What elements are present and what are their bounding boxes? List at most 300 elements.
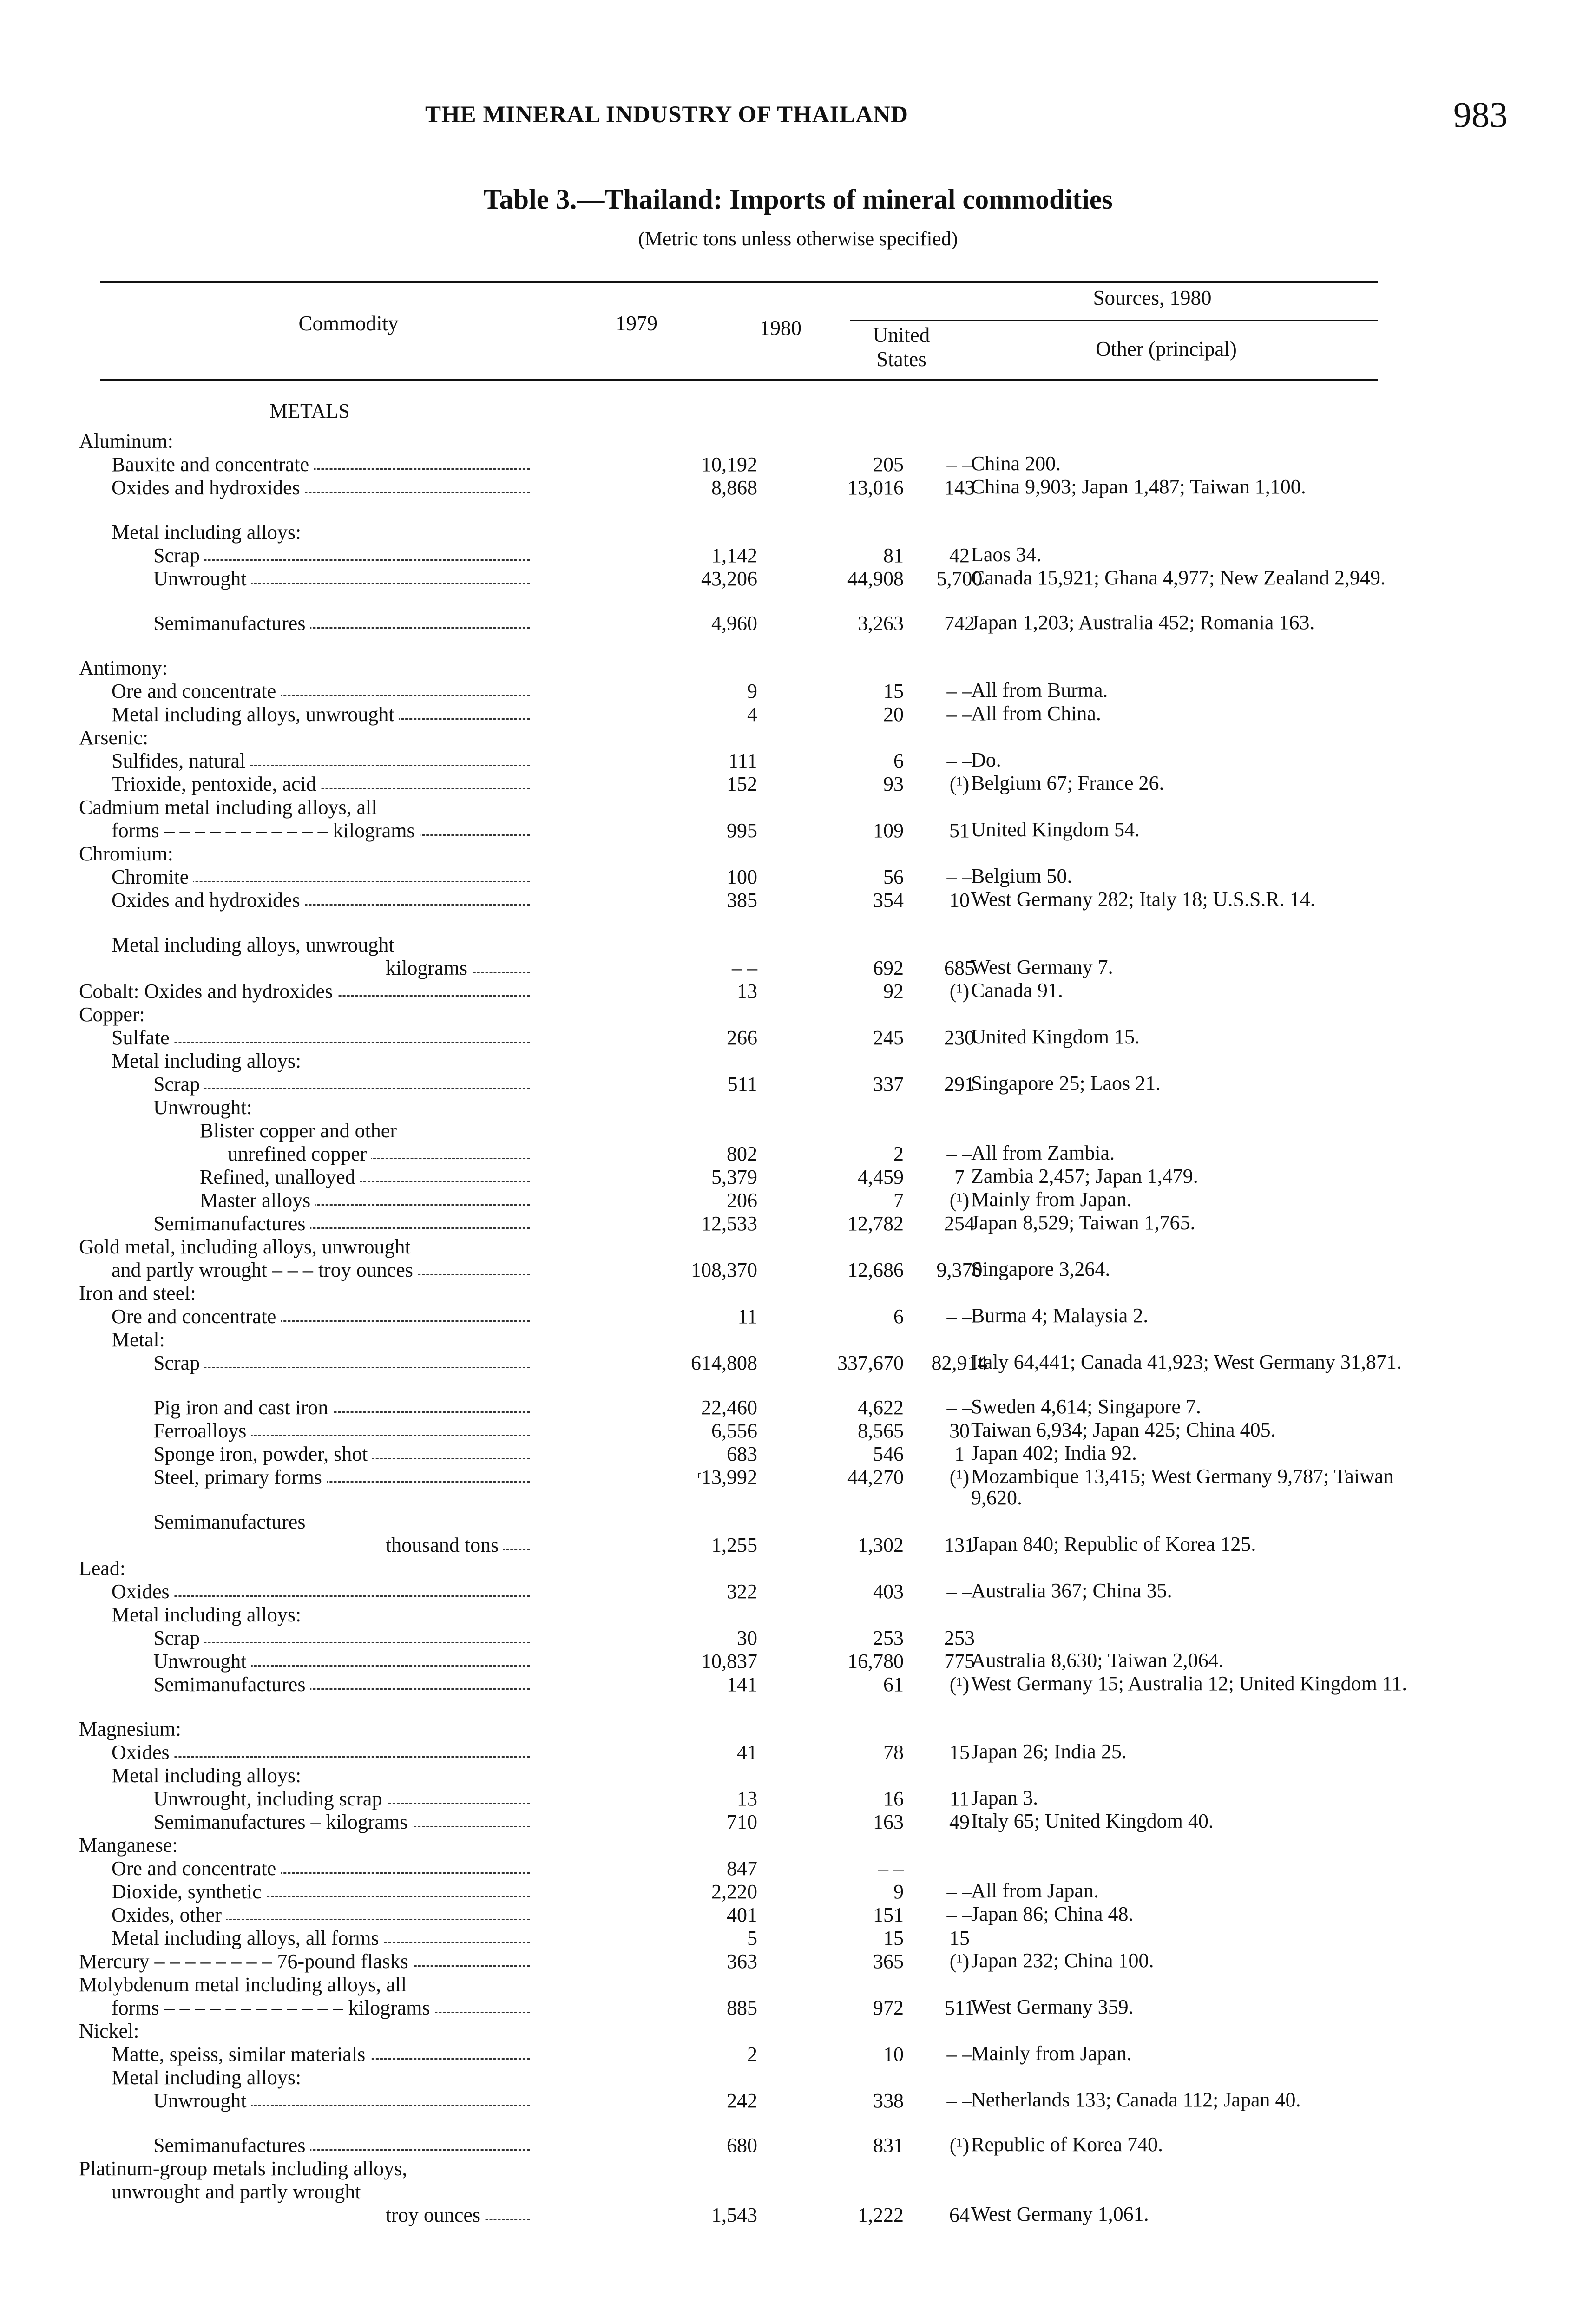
value-1979: 6,556: [711, 1419, 757, 1442]
commodity-label: Ore and concentrate: [112, 1857, 530, 1880]
value-other-sources: Italy 65; United Kingdom 40.: [971, 1810, 1214, 1832]
value-other-sources: West Germany 15; Australia 12; United Kingdom 11.: [971, 1672, 1407, 1695]
value-1980: 15: [883, 1927, 904, 1949]
value-united-states: (¹): [949, 1950, 970, 1973]
table-row: [79, 1466, 1436, 1510]
table-subtitle: (Metric tons unless otherwise specified): [638, 228, 958, 250]
value-1980: 7: [893, 1189, 904, 1212]
value-other-sources: Do.: [971, 748, 1001, 771]
value-united-states: 64: [949, 2204, 970, 2226]
value-1979: 995: [727, 819, 757, 842]
value-1979: 12,533: [701, 1212, 757, 1235]
value-1979: 206: [727, 1189, 757, 1212]
table-row: [79, 773, 1436, 796]
value-1980: 1,302: [858, 1534, 904, 1556]
value-1979: 13: [737, 1787, 757, 1810]
table-top-rule: [100, 281, 1378, 283]
value-1980: 546: [873, 1443, 904, 1465]
table-row: [79, 1003, 1436, 1026]
table-row: [79, 2066, 1436, 2089]
commodity-label: Metal including alloys:: [112, 2066, 623, 2089]
header-other-principal: Other (principal): [1096, 337, 1237, 361]
value-1980: 44,908: [847, 567, 904, 590]
value-other-sources: Japan 26; India 25.: [971, 1740, 1127, 1763]
table-row: [79, 1673, 1436, 1718]
table-row: [79, 1834, 1436, 1857]
sources-rule: [850, 320, 1378, 321]
commodity-label: Steel, primary forms: [153, 1466, 530, 1489]
value-united-states: 42: [949, 544, 970, 567]
value-1980: 16,780: [847, 1650, 904, 1673]
value-other-sources: Canada 15,921; Ghana 4,977; New Zealand 2,949.: [971, 566, 1386, 589]
value-united-states: – –: [946, 1142, 972, 1165]
value-1980: 151: [873, 1903, 904, 1926]
value-1979: 1,255: [711, 1534, 757, 1556]
table-row: [79, 1166, 1436, 1189]
value-1980: 253: [873, 1627, 904, 1649]
table-row: [79, 1973, 1436, 1996]
commodity-label: Dioxide, synthetic: [112, 1880, 530, 1903]
value-1979: 4: [747, 703, 757, 726]
commodity-label: Scrap: [153, 1073, 530, 1096]
table-row: [79, 521, 1436, 544]
value-1980: 163: [873, 1811, 904, 1833]
value-united-states: 254: [944, 1212, 975, 1235]
table-row: [79, 866, 1436, 889]
table-row: [79, 1259, 1436, 1282]
value-other-sources: West Germany 282; Italy 18; U.S.S.R. 14.: [971, 888, 1315, 911]
value-other-sources: Belgium 50.: [971, 865, 1072, 887]
header-commodity: Commodity: [298, 312, 399, 335]
commodity-label: Oxides, other: [112, 1903, 530, 1927]
value-1979: 10,192: [701, 453, 757, 476]
commodity-label: forms – – – – – – – – – – – – kilograms: [112, 1996, 530, 2020]
value-united-states: 30: [949, 1419, 970, 1442]
commodity-label: Refined, unalloyed: [200, 1166, 530, 1189]
table-row: [79, 453, 1436, 476]
table-row: [79, 2043, 1436, 2066]
section-heading-row: [79, 386, 1436, 430]
commodity-label: Master alloys: [200, 1189, 530, 1212]
value-other-sources: All from Burma.: [971, 679, 1108, 702]
value-united-states: – –: [946, 866, 972, 888]
value-other-sources: Mozambique 13,415; West Germany 9,787; Taiwan 9,620.: [971, 1465, 1394, 1509]
value-united-states: 51: [949, 819, 970, 842]
commodity-label: Cobalt: Oxides and hydroxides: [79, 980, 530, 1003]
header-sources-1980: Sources, 1980: [1093, 286, 1212, 309]
commodity-label: Gold metal, including alloys, unwrought: [79, 1235, 590, 1259]
table-row: [79, 1050, 1436, 1073]
commodity-label: Oxides and hydroxides: [112, 476, 530, 499]
value-other-sources: Japan 232; China 100.: [971, 1949, 1154, 1972]
table-row: [79, 1880, 1436, 1903]
value-1980: 4,622: [858, 1396, 904, 1419]
table-row: [79, 1927, 1436, 1950]
table-row: [79, 656, 1436, 680]
value-united-states: 230: [944, 1026, 975, 1049]
value-1979: 4,960: [711, 612, 757, 635]
table-row: [79, 1119, 1436, 1142]
commodity-label: Oxides: [112, 1580, 530, 1603]
value-1979: 111: [728, 749, 757, 772]
value-1980: 205: [873, 453, 904, 476]
value-1980: 338: [873, 2089, 904, 2112]
value-other-sources: Republic of Korea 740.: [971, 2133, 1163, 2156]
value-1980: 9: [893, 1880, 904, 1903]
value-other-sources: Mainly from Japan.: [971, 1188, 1132, 1211]
value-1980: 12,686: [847, 1259, 904, 1281]
commodity-label: Chromite: [112, 866, 530, 889]
commodity-label: Manganese:: [79, 1834, 590, 1857]
value-1980: 16: [883, 1787, 904, 1810]
table-row: [79, 726, 1436, 749]
value-other-sources: Taiwan 6,934; Japan 425; China 405.: [971, 1418, 1276, 1441]
value-united-states: – –: [946, 453, 972, 476]
table-row: [79, 1510, 1436, 1534]
table-body: [79, 386, 1436, 2227]
value-united-states: – –: [946, 1880, 972, 1903]
value-1979: 100: [727, 866, 757, 888]
value-united-states: 9,370: [936, 1259, 983, 1281]
value-1980: 20: [883, 703, 904, 726]
value-1979: 1,543: [711, 2204, 757, 2226]
value-other-sources: Belgium 67; France 26.: [971, 772, 1164, 794]
value-1979: 11: [737, 1305, 757, 1328]
value-united-states: 291: [944, 1073, 975, 1096]
table-row: [79, 2089, 1436, 2134]
commodity-label: Semimanufactures: [153, 1673, 530, 1696]
value-1979: 401: [727, 1903, 757, 1926]
value-1980: 44,270: [847, 1466, 904, 1489]
value-1979: 5: [747, 1927, 757, 1949]
table-row: [79, 680, 1436, 703]
commodity-label: Unwrought: [153, 567, 530, 591]
value-united-states: 742: [944, 612, 975, 635]
commodity-label: Lead:: [79, 1557, 590, 1580]
value-1979: 5,379: [711, 1166, 757, 1188]
value-other-sources: West Germany 359.: [971, 1995, 1134, 2018]
value-other-sources: Japan 3.: [971, 1786, 1038, 1809]
commodity-label: Ore and concentrate: [112, 680, 530, 703]
commodity-label: Metal including alloys:: [112, 1603, 623, 1627]
value-1980: 93: [883, 773, 904, 795]
commodity-label: kilograms: [386, 957, 530, 980]
table-row: [79, 1305, 1436, 1328]
table-row: [79, 1235, 1436, 1259]
table-row: [79, 1073, 1436, 1096]
commodity-label: Scrap: [153, 544, 530, 567]
table-row: [79, 1950, 1436, 1973]
table-row: [79, 2204, 1436, 2227]
commodity-label: unrefined copper: [228, 1142, 530, 1166]
value-1979: 847: [727, 1857, 757, 1880]
table-row: [79, 2020, 1436, 2043]
value-1979: 10,837: [701, 1650, 757, 1673]
value-1980: 1,222: [858, 2204, 904, 2226]
commodity-label: Unwrought, including scrap: [153, 1787, 530, 1811]
table-row: [79, 889, 1436, 933]
value-united-states: – –: [946, 2089, 972, 2112]
commodity-label: Metal including alloys:: [112, 1050, 623, 1073]
value-united-states: 143: [944, 476, 975, 499]
table-row: [79, 1328, 1436, 1352]
table-row: [79, 1741, 1436, 1764]
value-united-states: 15: [949, 1741, 970, 1764]
table-row: [79, 1627, 1436, 1650]
commodity-label: Nickel:: [79, 2020, 590, 2043]
commodity-label: Platinum-group metals including alloys,: [79, 2157, 590, 2180]
value-united-states: (¹): [949, 773, 970, 795]
commodity-label: Semimanufactures: [153, 1212, 530, 1235]
page-number: 983: [1453, 94, 1508, 135]
commodity-label: Matte, speiss, similar materials: [112, 2043, 530, 2066]
value-1980: 6: [893, 1305, 904, 1328]
value-1980: 354: [873, 889, 904, 912]
value-1980: 337,670: [837, 1352, 904, 1374]
table-row: [79, 1026, 1436, 1050]
value-1979: 13: [737, 980, 757, 1003]
value-1980: 403: [873, 1580, 904, 1603]
table-row: [79, 1811, 1436, 1834]
commodity-label: Molybdenum metal including alloys, all: [79, 1973, 590, 1996]
section-heading-metals: METALS: [269, 400, 350, 422]
header-bottom-rule: [100, 379, 1378, 381]
value-1979: 8,868: [711, 476, 757, 499]
commodity-label: Copper:: [79, 1003, 590, 1026]
commodity-label: Sponge iron, powder, shot: [153, 1443, 530, 1466]
commodity-label: Scrap: [153, 1352, 530, 1375]
value-1980: 92: [883, 980, 904, 1003]
commodity-label: Semimanufactures: [153, 612, 530, 635]
value-united-states: 82,914: [931, 1352, 988, 1374]
value-1980: 831: [873, 2134, 904, 2157]
value-1980: 8,565: [858, 1419, 904, 1442]
value-united-states: – –: [946, 749, 972, 772]
commodity-label: Cadmium metal including alloys, all: [79, 796, 590, 819]
commodity-label: Metal including alloys:: [112, 1764, 623, 1787]
value-1979: 511: [727, 1073, 757, 1096]
table-row: [79, 430, 1436, 453]
commodity-label: thousand tons: [386, 1534, 530, 1557]
table-row: [79, 749, 1436, 773]
value-1980: 13,016: [847, 476, 904, 499]
table-row: [79, 1603, 1436, 1627]
value-other-sources: Japan 402; India 92.: [971, 1442, 1137, 1464]
value-other-sources: China 9,903; Japan 1,487; Taiwan 1,100.: [971, 475, 1306, 498]
value-united-states: – –: [946, 1305, 972, 1328]
table-row: [79, 1419, 1436, 1443]
table-row: [79, 819, 1436, 842]
table-row: [79, 1282, 1436, 1305]
value-1980: 109: [873, 819, 904, 842]
table-row: [79, 544, 1436, 567]
table-title: Table 3.—Thailand: Imports of mineral commodities: [483, 184, 1113, 215]
value-1980: 61: [883, 1673, 904, 1696]
value-other-sources: Canada 91.: [971, 979, 1063, 1002]
value-1979: 1,142: [711, 544, 757, 567]
value-other-sources: Sweden 4,614; Singapore 7.: [971, 1395, 1201, 1418]
value-united-states: – –: [946, 2043, 972, 2066]
value-1979: 614,808: [691, 1352, 757, 1374]
commodity-label: Antimony:: [79, 656, 590, 680]
value-other-sources: Italy 64,441; Canada 41,923; West Germany 31,871.: [971, 1351, 1402, 1373]
value-1979: 43,206: [701, 567, 757, 590]
table-row: [79, 1096, 1436, 1119]
commodity-label: Sulfides, natural: [112, 749, 530, 773]
value-united-states: (¹): [949, 2134, 970, 2157]
value-1979: 710: [727, 1811, 757, 1833]
value-1980: 692: [873, 957, 904, 979]
value-united-states: 11: [949, 1787, 970, 1810]
value-1979: 152: [727, 773, 757, 795]
value-1979: 802: [727, 1142, 757, 1165]
value-1980: 2: [893, 1142, 904, 1165]
value-1980: – –: [878, 1857, 904, 1880]
value-1979: 385: [727, 889, 757, 912]
table-row: [79, 933, 1436, 957]
value-other-sources: Netherlands 133; Canada 112; Japan 40.: [971, 2088, 1301, 2111]
value-1980: 56: [883, 866, 904, 888]
table-row: [79, 612, 1436, 656]
value-other-sources: Singapore 25; Laos 21.: [971, 1072, 1161, 1095]
table-row: [79, 2134, 1436, 2157]
header-1980: 1980: [760, 316, 801, 340]
value-1979: 22,460: [701, 1396, 757, 1419]
value-united-states: 131: [944, 1534, 975, 1556]
value-1980: 365: [873, 1950, 904, 1973]
commodity-label: Bauxite and concentrate: [112, 453, 530, 476]
value-other-sources: Burma 4; Malaysia 2.: [971, 1304, 1149, 1327]
value-united-states: – –: [946, 1580, 972, 1603]
value-1979: 2,220: [711, 1880, 757, 1903]
commodity-label: Metal:: [112, 1328, 623, 1352]
commodity-label: Chromium:: [79, 842, 590, 866]
value-united-states: 685: [944, 957, 975, 979]
value-other-sources: Australia 8,630; Taiwan 2,064.: [971, 1649, 1224, 1672]
header-united-states: United States: [873, 323, 930, 371]
commodity-label: Unwrought: [153, 2089, 530, 2113]
commodity-label: Magnesium:: [79, 1718, 590, 1741]
value-united-states: 7: [954, 1166, 965, 1188]
value-other-sources: All from Zambia.: [971, 1142, 1115, 1164]
value-united-states: 775: [944, 1650, 975, 1673]
value-1979: 2: [747, 2043, 757, 2066]
table-row: [79, 1443, 1436, 1466]
value-1979: 322: [727, 1580, 757, 1603]
value-other-sources: United Kingdom 54.: [971, 818, 1140, 841]
table-row: [79, 1857, 1436, 1880]
value-other-sources: West Germany 7.: [971, 956, 1113, 978]
table-row: [79, 567, 1436, 612]
value-other-sources: Mainly from Japan.: [971, 2042, 1132, 2065]
commodity-label: Iron and steel:: [79, 1282, 590, 1305]
value-1979: ʳ13,992: [696, 1466, 757, 1489]
value-1980: 3,263: [858, 612, 904, 635]
table-row: [79, 1996, 1436, 2020]
value-other-sources: Japan 8,529; Taiwan 1,765.: [971, 1211, 1195, 1234]
value-1979: – –: [732, 957, 757, 979]
value-united-states: 5,700: [936, 567, 983, 590]
commodity-label: Unwrought: [153, 1650, 530, 1673]
value-united-states: (¹): [949, 1189, 970, 1212]
value-united-states: – –: [946, 680, 972, 702]
value-1980: 15: [883, 680, 904, 702]
commodity-label: Metal including alloys, unwrought: [112, 933, 623, 957]
commodity-label: Metal including alloys:: [112, 521, 623, 544]
table-row: [79, 703, 1436, 726]
value-1979: 108,370: [691, 1259, 757, 1281]
commodity-label: Blister copper and other: [200, 1119, 711, 1142]
value-1980: 972: [873, 1996, 904, 2019]
commodity-label: Arsenic:: [79, 726, 590, 749]
value-other-sources: Laos 34.: [971, 543, 1042, 566]
value-other-sources: Japan 86; China 48.: [971, 1903, 1134, 1925]
value-other-sources: China 200.: [971, 452, 1061, 475]
table-row: [79, 1580, 1436, 1603]
table-row: [79, 1903, 1436, 1927]
value-united-states: 10: [949, 889, 970, 912]
commodity-label: Unwrought:: [153, 1096, 664, 1119]
value-1979: 141: [727, 1673, 757, 1696]
value-1979: 242: [727, 2089, 757, 2112]
value-1979: 885: [727, 1996, 757, 2019]
commodity-label: Mercury – – – – – – – – 76-pound flasks: [79, 1950, 530, 1973]
table-row: [79, 1650, 1436, 1673]
value-1979: 683: [727, 1443, 757, 1465]
value-1980: 10: [883, 2043, 904, 2066]
commodity-label: Metal including alloys, all forms: [112, 1927, 530, 1950]
value-other-sources: United Kingdom 15.: [971, 1025, 1140, 1048]
value-other-sources: Japan 1,203; Australia 452; Romania 163.: [971, 611, 1315, 634]
table-row: [79, 842, 1436, 866]
value-1980: 245: [873, 1026, 904, 1049]
value-other-sources: Japan 840; Republic of Korea 125.: [971, 1533, 1256, 1555]
commodity-label: Scrap: [153, 1627, 530, 1650]
value-other-sources: Zambia 2,457; Japan 1,479.: [971, 1165, 1198, 1188]
value-united-states: (¹): [949, 1466, 970, 1489]
value-other-sources: Australia 367; China 35.: [971, 1579, 1172, 1602]
commodity-label: Ore and concentrate: [112, 1305, 530, 1328]
table-row: [79, 980, 1436, 1003]
value-other-sources: All from Japan.: [971, 1879, 1099, 1902]
value-other-sources: Singapore 3,264.: [971, 1258, 1110, 1280]
table-row: [79, 1212, 1436, 1235]
commodity-label: and partly wrought – – – troy ounces: [112, 1259, 530, 1282]
value-united-states: – –: [946, 1903, 972, 1926]
value-united-states: (¹): [949, 980, 970, 1003]
value-1979: 680: [727, 2134, 757, 2157]
commodity-label: Pig iron and cast iron: [153, 1396, 530, 1419]
commodity-label: Aluminum:: [79, 430, 590, 453]
commodity-label: Oxides: [112, 1741, 530, 1764]
commodity-label: forms – – – – – – – – – – – kilograms: [112, 819, 530, 842]
table-row: [79, 1352, 1436, 1396]
value-1979: 9: [747, 680, 757, 702]
value-united-states: 49: [949, 1811, 970, 1833]
value-united-states: 253: [944, 1627, 975, 1649]
commodity-label: Oxides and hydroxides: [112, 889, 530, 912]
table-row: [79, 2157, 1436, 2180]
value-united-states: – –: [946, 703, 972, 726]
table-row: [79, 1764, 1436, 1787]
value-united-states: (¹): [949, 1673, 970, 1696]
value-1979: 266: [727, 1026, 757, 1049]
table-row: [79, 1534, 1436, 1557]
value-other-sources: All from China.: [971, 702, 1101, 725]
table-row: [79, 1718, 1436, 1741]
running-head: THE MINERAL INDUSTRY OF THAILAND: [425, 102, 908, 128]
table-row: [79, 1787, 1436, 1811]
